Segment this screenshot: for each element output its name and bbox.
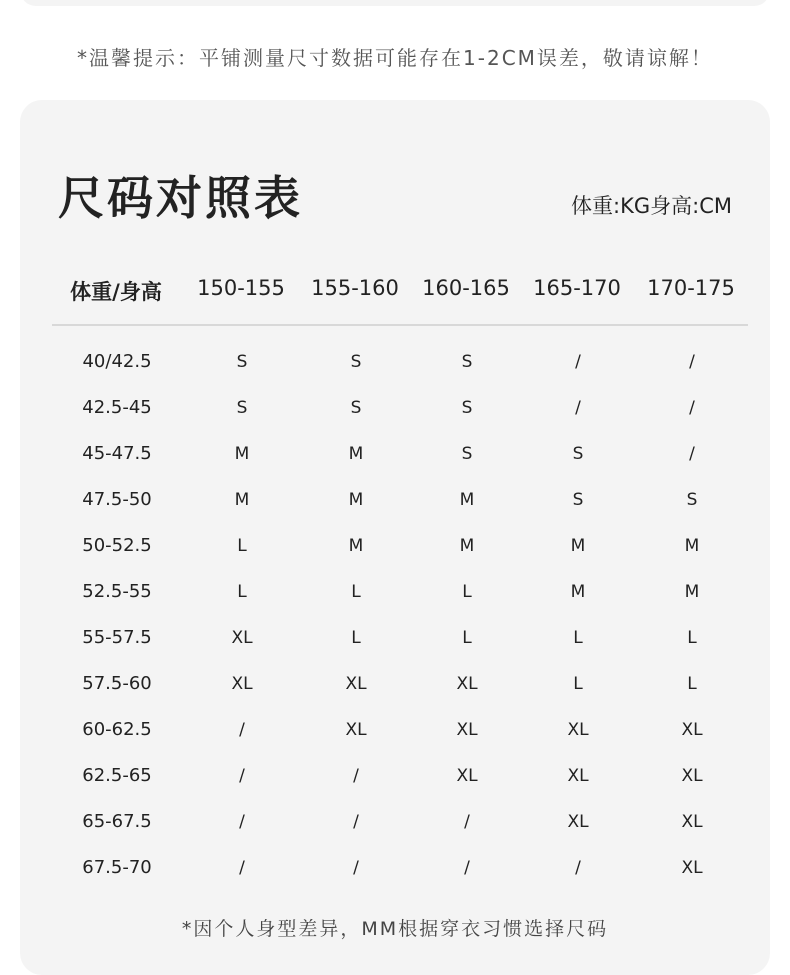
size-cell: XL bbox=[231, 674, 253, 694]
size-cell: / bbox=[239, 812, 245, 832]
header-cell: 165-170 bbox=[533, 276, 621, 300]
size-cell: / bbox=[575, 858, 581, 878]
header-cell: 160-165 bbox=[422, 276, 510, 300]
row-weight-range: 55-57.5 bbox=[82, 627, 152, 648]
size-cell: M bbox=[348, 444, 364, 464]
size-cell: L bbox=[462, 582, 472, 602]
size-cell: L bbox=[573, 674, 583, 694]
size-cell: L bbox=[687, 628, 697, 648]
unit-label: 体重:KG身高:CM bbox=[571, 194, 732, 218]
size-cell: / bbox=[464, 812, 470, 832]
row-weight-range: 57.5-60 bbox=[82, 673, 152, 694]
size-cell: / bbox=[353, 858, 359, 878]
size-cell: S bbox=[461, 398, 473, 418]
row-weight-range: 62.5-65 bbox=[82, 765, 152, 786]
size-cell: L bbox=[351, 582, 361, 602]
size-cell: L bbox=[237, 536, 247, 556]
size-cell: / bbox=[239, 766, 245, 786]
size-cell: L bbox=[573, 628, 583, 648]
size-cell: XL bbox=[567, 812, 589, 832]
size-cell: S bbox=[461, 352, 473, 372]
table-row bbox=[0, 488, 790, 534]
header-cell: 150-155 bbox=[197, 276, 285, 300]
row-weight-range: 65-67.5 bbox=[82, 811, 152, 832]
size-cell: M bbox=[570, 536, 586, 556]
table-row bbox=[0, 764, 790, 810]
row-weight-range: 60-62.5 bbox=[82, 719, 152, 740]
size-cell: / bbox=[689, 444, 695, 464]
size-cell: XL bbox=[681, 858, 703, 878]
size-cell: S bbox=[686, 490, 698, 510]
table-row bbox=[0, 396, 790, 442]
row-weight-range: 40/42.5 bbox=[82, 351, 152, 372]
row-weight-range: 47.5-50 bbox=[82, 489, 152, 510]
size-cell: XL bbox=[456, 674, 478, 694]
size-cell: / bbox=[689, 398, 695, 418]
size-cell: M bbox=[684, 536, 700, 556]
size-cell: XL bbox=[345, 674, 367, 694]
size-cell: S bbox=[461, 444, 473, 464]
size-cell: S bbox=[236, 398, 248, 418]
size-cell: M bbox=[570, 582, 586, 602]
size-cell: L bbox=[237, 582, 247, 602]
size-cell: XL bbox=[681, 812, 703, 832]
size-cell: / bbox=[353, 812, 359, 832]
size-cell: / bbox=[239, 858, 245, 878]
table-row bbox=[0, 718, 790, 764]
size-cell: XL bbox=[681, 766, 703, 786]
size-cell: / bbox=[353, 766, 359, 786]
size-cell: XL bbox=[456, 766, 478, 786]
row-weight-range: 67.5-70 bbox=[82, 857, 152, 878]
header-divider bbox=[52, 324, 748, 326]
size-cell: XL bbox=[231, 628, 253, 648]
size-cell: XL bbox=[567, 766, 589, 786]
size-cell: XL bbox=[681, 720, 703, 740]
size-cell: M bbox=[459, 490, 475, 510]
size-cell: M bbox=[234, 490, 250, 510]
size-table-body bbox=[0, 350, 790, 902]
size-cell: M bbox=[234, 444, 250, 464]
size-cell: M bbox=[348, 536, 364, 556]
table-header bbox=[52, 276, 748, 316]
size-cell: L bbox=[351, 628, 361, 648]
row-weight-range: 45-47.5 bbox=[82, 443, 152, 464]
size-cell: S bbox=[572, 490, 584, 510]
table-row bbox=[0, 442, 790, 488]
size-cell: XL bbox=[456, 720, 478, 740]
table-row bbox=[0, 626, 790, 672]
size-cell: XL bbox=[567, 720, 589, 740]
row-weight-range: 42.5-45 bbox=[82, 397, 152, 418]
size-cell: S bbox=[572, 444, 584, 464]
size-cell: S bbox=[350, 352, 362, 372]
table-row bbox=[0, 672, 790, 718]
table-row bbox=[0, 856, 790, 902]
size-cell: S bbox=[236, 352, 248, 372]
header-cell: 155-160 bbox=[311, 276, 399, 300]
table-row bbox=[0, 580, 790, 626]
table-row bbox=[0, 810, 790, 856]
size-cell: L bbox=[687, 674, 697, 694]
size-cell: M bbox=[348, 490, 364, 510]
footnote: *因个人身型差异，MM根据穿衣习惯选择尺码 bbox=[181, 918, 609, 940]
size-cell: M bbox=[684, 582, 700, 602]
size-cell: M bbox=[459, 536, 475, 556]
table-row bbox=[0, 350, 790, 396]
size-cell: L bbox=[462, 628, 472, 648]
table-row bbox=[0, 534, 790, 580]
size-cell: / bbox=[575, 352, 581, 372]
size-chart-title: 尺码对照表 bbox=[58, 171, 303, 225]
size-cell: / bbox=[464, 858, 470, 878]
size-cell: / bbox=[689, 352, 695, 372]
row-weight-range: 52.5-55 bbox=[82, 581, 152, 602]
size-cell: / bbox=[575, 398, 581, 418]
header-cell: 170-175 bbox=[647, 276, 735, 300]
size-cell: XL bbox=[345, 720, 367, 740]
size-cell: S bbox=[350, 398, 362, 418]
size-cell: / bbox=[239, 720, 245, 740]
measurement-tip: *温馨提示：平铺测量尺寸数据可能存在1-2CM误差，敬请谅解！ bbox=[77, 46, 713, 70]
previous-section-card bbox=[20, 0, 770, 6]
header-cell-weight-height: 体重/身高 bbox=[70, 280, 162, 304]
row-weight-range: 50-52.5 bbox=[82, 535, 152, 556]
